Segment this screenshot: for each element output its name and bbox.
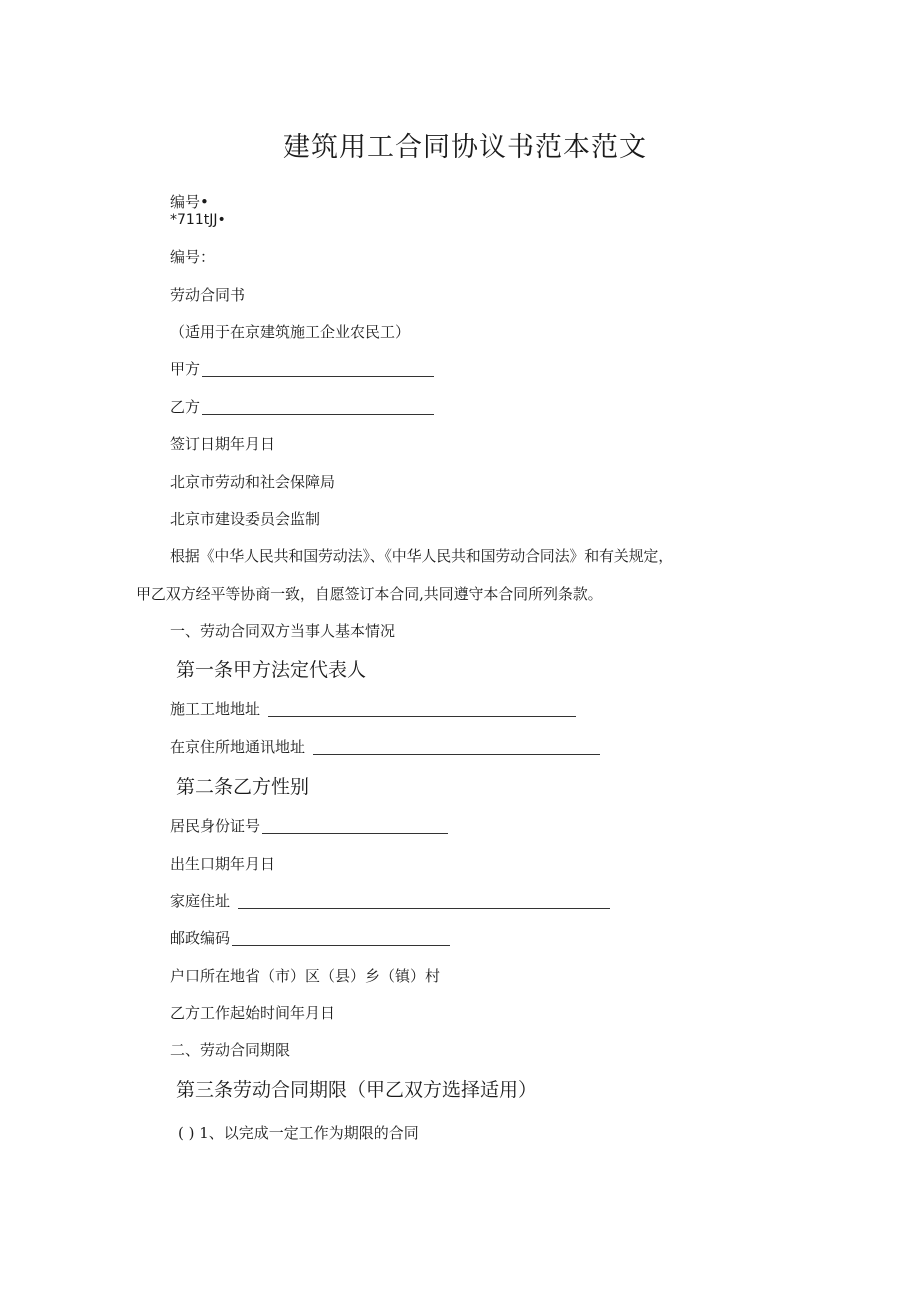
home-address-blank[interactable] bbox=[238, 894, 610, 909]
work-start-date: 乙方工作起始时间年月日 bbox=[170, 1004, 336, 1022]
postal-code-field bbox=[170, 931, 450, 946]
number-label: 编号： bbox=[170, 248, 216, 266]
postal-code-label: 邮政编码 bbox=[170, 929, 231, 947]
party-a-label: 甲方 bbox=[170, 360, 201, 378]
home-address-field bbox=[170, 894, 610, 909]
preamble-line-2: 甲乙双方经平等协商一致，自愿签订本合同,共同遵守本合同所列条款。 bbox=[136, 585, 603, 603]
beijing-address-label: 在京住所地通讯地址 bbox=[170, 738, 306, 756]
site-address-blank[interactable] bbox=[268, 702, 576, 717]
id-number-label: 居民身份证号 bbox=[170, 817, 261, 835]
birth-date: 出生口期年月日 bbox=[170, 855, 276, 873]
beijing-address-field bbox=[170, 740, 600, 755]
supervisor: 北京市建设委员会监制 bbox=[170, 510, 321, 528]
serial-label: 编号• bbox=[170, 193, 209, 211]
hukou-location: 户口所在地省（市）区（县）乡（镇）村 bbox=[170, 967, 441, 985]
applicability-note: （适用于在京建筑施工企业农民工） bbox=[170, 323, 411, 341]
option-1: ( ) 1、以完成一定工作为期限的合同 bbox=[178, 1124, 419, 1142]
party-a-blank[interactable] bbox=[202, 362, 434, 377]
serial-code: *711tJJ• bbox=[170, 212, 226, 228]
party-b-label: 乙方 bbox=[170, 398, 201, 416]
issuer: 北京市劳动和社会保障局 bbox=[170, 473, 336, 491]
article-2-heading: 第二条乙方性别 bbox=[176, 776, 310, 798]
article-1-heading: 第一条甲方法定代表人 bbox=[176, 659, 367, 681]
site-address-field bbox=[170, 702, 576, 717]
preamble-line-1: 根据《中华人民共和国劳动法》、《中华人民共和国劳动合同法》和有关规定， bbox=[170, 547, 674, 565]
section-1-heading: 一、劳动合同双方当事人基本情况 bbox=[170, 622, 396, 640]
postal-code-blank[interactable] bbox=[232, 931, 450, 946]
party-b-blank[interactable] bbox=[202, 400, 434, 415]
site-address-label: 施工工地地址 bbox=[170, 700, 261, 718]
sign-date: 签订日期年月日 bbox=[170, 435, 276, 453]
document-title: 建筑用工合同协议书范本范文 bbox=[283, 132, 647, 163]
article-3-heading: 第三条劳动合同期限（甲乙双方选择适用） bbox=[176, 1079, 538, 1101]
section-2-heading: 二、劳动合同期限 bbox=[170, 1041, 291, 1059]
party-b-field bbox=[170, 400, 434, 415]
beijing-address-blank[interactable] bbox=[313, 740, 600, 755]
contract-name: 劳动合同书 bbox=[170, 286, 246, 304]
party-a-field bbox=[170, 362, 434, 377]
id-number-field bbox=[170, 819, 448, 834]
home-address-label: 家庭住址 bbox=[170, 892, 231, 910]
id-number-blank[interactable] bbox=[262, 819, 448, 834]
